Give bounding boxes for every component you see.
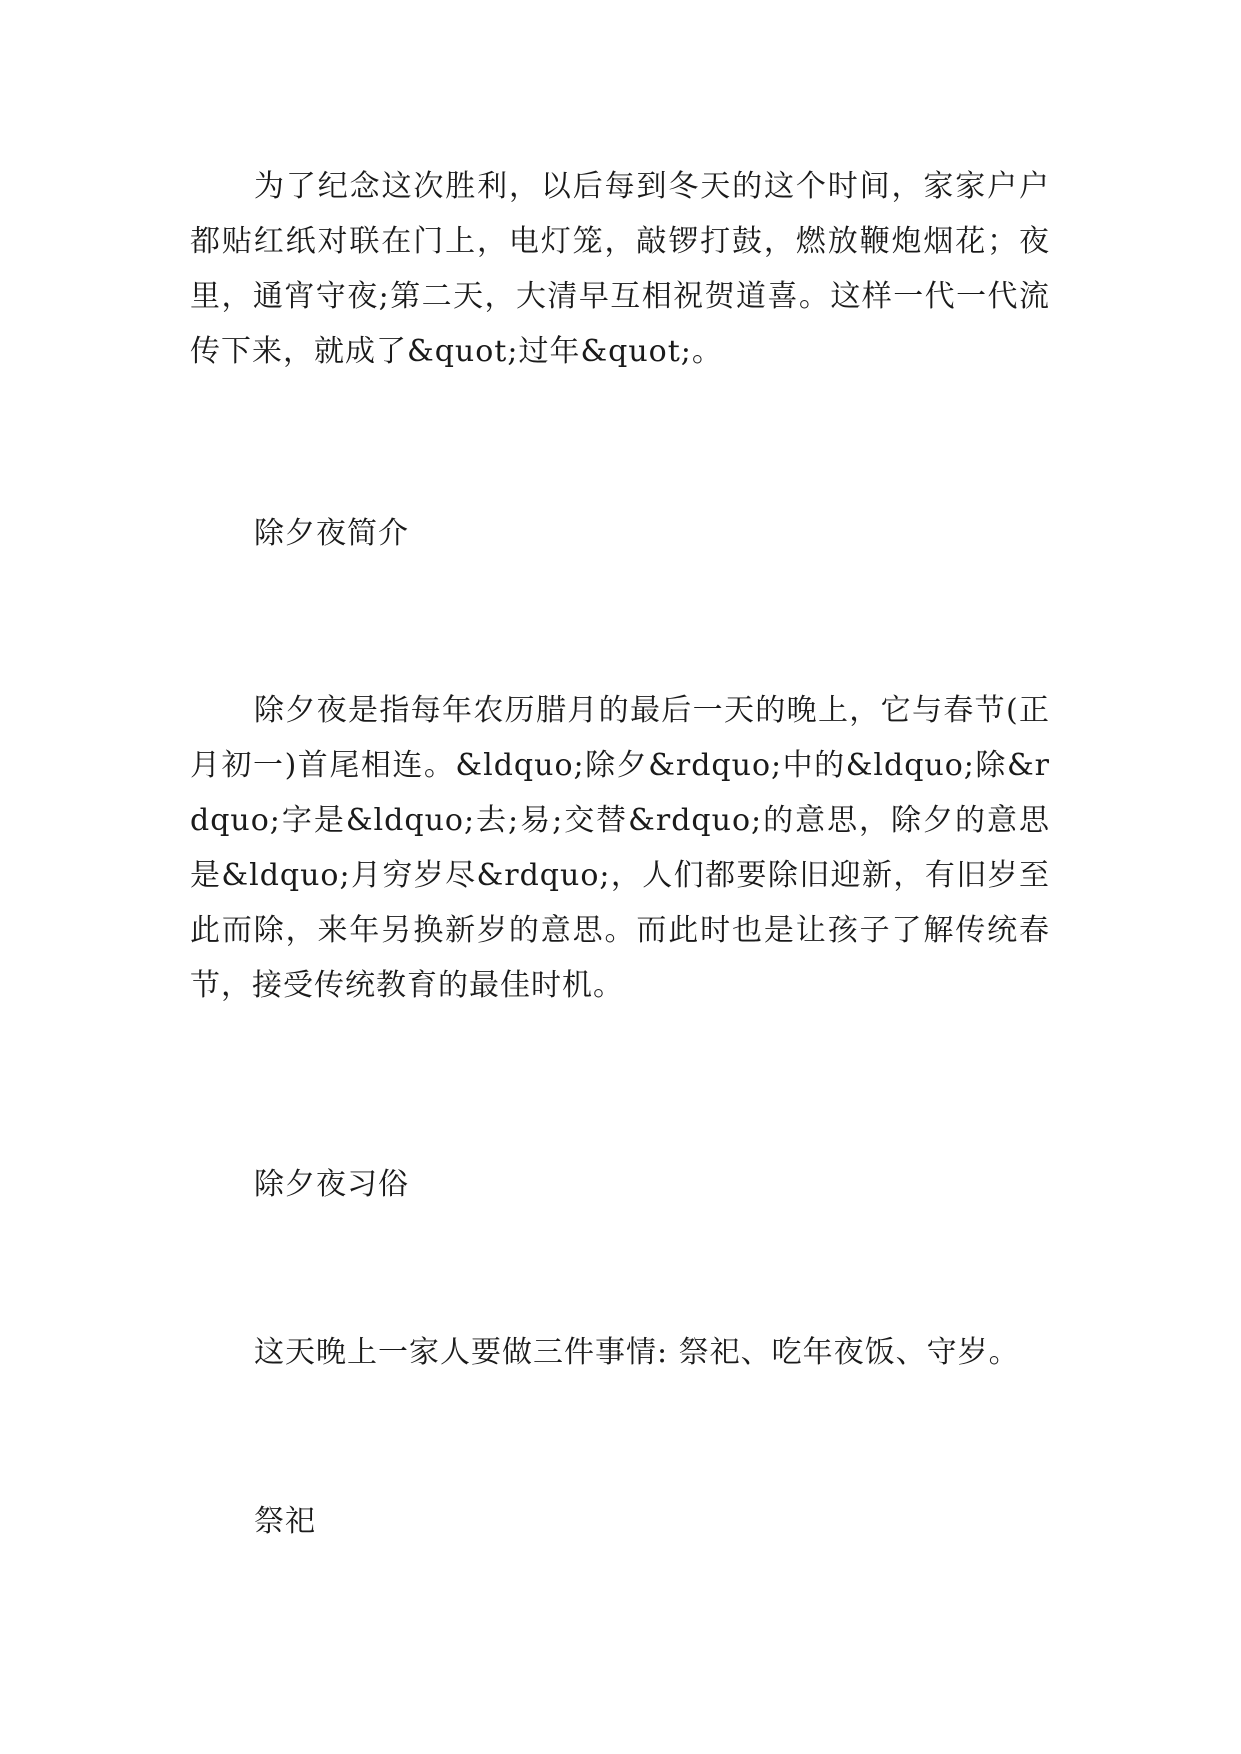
section-heading: 除夕夜习俗 (254, 1167, 409, 1202)
body-paragraph: 这天晚上一家人要做三件事情: 祭祀、吃年夜饭、守岁。 (254, 1335, 1020, 1370)
body-paragraph: 除夕夜是指每年农历腊月的最后一天的晚上，它与春节(正月初一)首尾相连。&ldquo;除夕&rdquo;中的&ldquo;除&rdquo;字是&ldquo;去;易;交替&rdquo;的意思，除夕的意思是&ldquo;月穷岁尽&rdquo;，人们都要除旧迎新，有旧岁至此而除，来年另换新岁的意思。而此时也是让孩子了解传统春节，接受传统教育的最佳时机。 (190, 693, 1050, 1003)
section-heading: 祭祀 (254, 1504, 316, 1539)
section-heading: 除夕夜简介 (254, 516, 409, 551)
body-paragraph: 为了纪念这次胜利，以后每到冬天的这个时间，家家户户都贴红纸对联在门上，电灯笼，敲锣打鼓，燃放鞭炮烟花；夜里，通宵守夜;第二天，大清早互相祝贺道喜。这样一代一代流传下来，就成了&quot;过年&quot;。 (190, 169, 1050, 369)
